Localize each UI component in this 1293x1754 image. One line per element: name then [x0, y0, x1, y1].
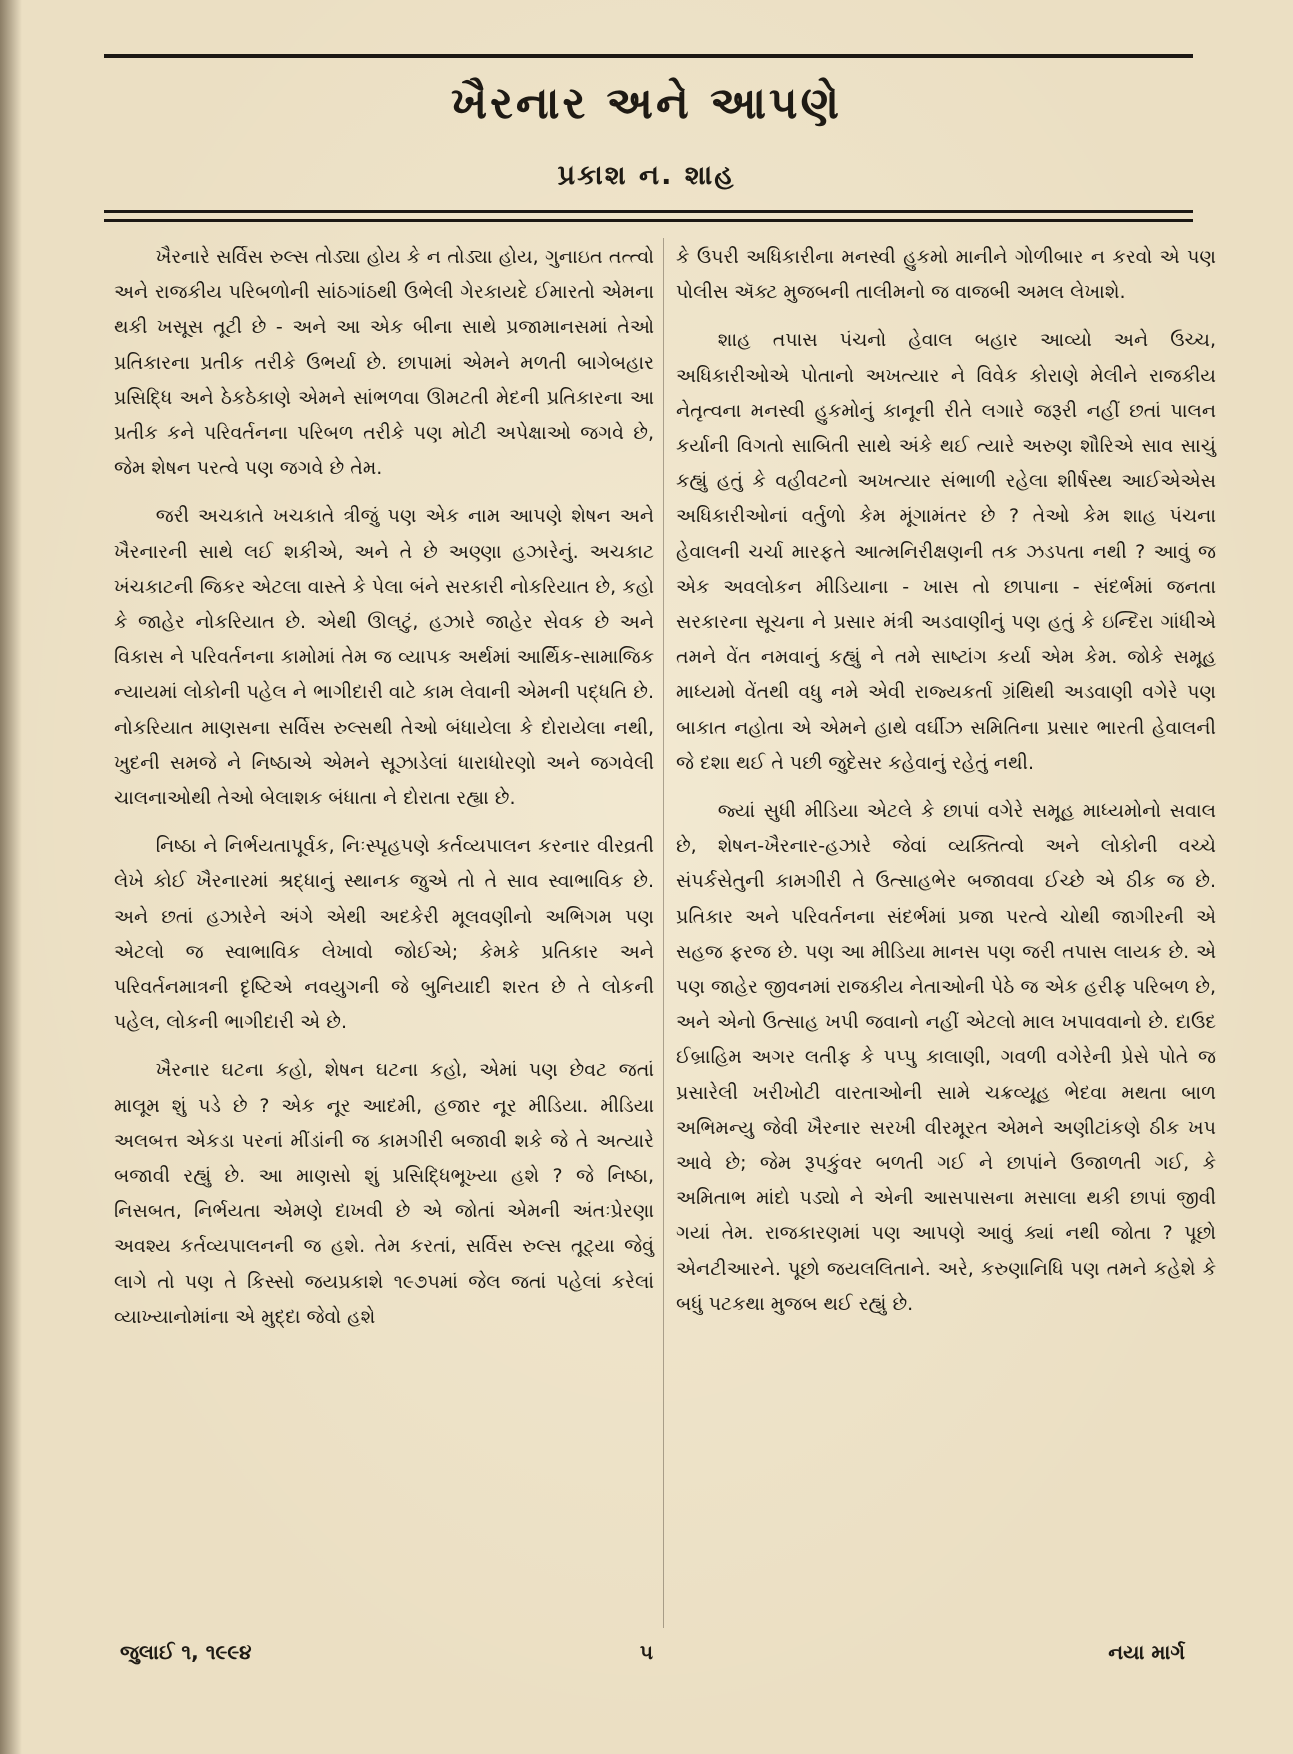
paragraph: કે ઉપરી અધિકારીના મનસ્વી હુકમો માનીને ગોળીબાર ન કરવો એ પણ પોલીસ ઍક્ટ મુજબની તાલીમનો જ વાજબી અમલ લેખાશે.: [676, 246, 1216, 304]
right-column: [676, 240, 1216, 1335]
page-edge-shadow: [0, 0, 22, 1754]
paragraph: ખૈરનાર ઘટના કહો, શેષન ઘટના કહો, એમાં પણ છેવટ જતાં માલૂમ શું પડે છે ? એક નૂર આદમી, હજાર નૂર મીડિયા. મીડિયા અલબત્ત એકડા પરનાં મીંડાંની જ કામગીરી બજાવી શકે જે તે અત્યારે બજાવી રહ્યું છે. આ માણસો શું પ્રસિદ્ધિભૂખ્યા હશે ? જે નિષ્ઠા, નિસબત, નિર્ભયતા એમણે દાખવી છે એ જોતાં એમની અંતઃપ્રેરણા અવશ્ય કર્તવ્યપાલનની જ હશે. તેમ કરતાં, સર્વિસ રુલ્સ તૂટ્યા જેવું લાગે તો પણ તે કિસ્સો જયપ્રકાશે ૧૯૭૫માં જેલ જતાં પહેલાં કરેલાં વ્યાખ્યાનોમાંના એ મુદ્દા જેવો હશે: [114, 1059, 654, 1328]
article-author: પ્રકાશ ન. શાહ: [557, 160, 736, 191]
column-divider: [663, 238, 664, 1628]
top-rule: [104, 54, 1193, 58]
header-rule-lower: [104, 219, 1193, 222]
paragraph: ખૈરનારે સર્વિસ રુલ્સ તોડ્યા હોય કે ન તોડ્યા હોય, ગુનાઇત તત્ત્વો અને રાજકીય પરિબળોની સાંઠગાંઠથી ઉભેલી ગેરકાયદે ઈમારતો એમના થકી ખસૂસ તૂટી છે - અને આ એક બીના સાથે પ્રજામાનસમાં તેઓ પ્રતિકારના પ્રતીક તરીકે ઉભર્યા છે. છાપામાં એમને મળતી બાગેબહાર પ્રસિદ્ધિ અને ઠેકઠેકાણે એમને સાંભળવા ઊમટતી મેદની પ્રતિકારના આ પ્રતીક કને પરિવર્તનના પરિબળ તરીકે પણ મોટી અપેક્ષાઓ જગવે છે, જેમ શેષન પરત્વે પણ જગવે છે તેમ.: [114, 246, 654, 480]
header-rule-upper: [104, 210, 1193, 213]
left-column: [114, 240, 654, 1348]
footer-date: જુલાઈ ૧, ૧૯૯૪: [120, 1640, 252, 1664]
paragraph: નિષ્ઠા ને નિર્ભયતાપૂર્વક, નિઃસ્પૃહપણે કર્તવ્યપાલન કરનાર વીરવ્રતી લેખે કોઈ ખૈરનારમાં શ્રદ્ધાનું સ્થાનક જુએ તો તે સાવ સ્વાભાવિક છે. અને છતાં હઝારેને અંગે એથી અદકેરી મૂલવણીનો અભિગમ પણ એટલો જ સ્વાભાવિક લેખાવો જોઈએ; કેમકે પ્રતિકાર અને પરિવર્તનમાત્રની દૃષ્ટિએ નવયુગની જે બુનિયાદી શરત છે તે લોકની પહેલ, લોકની ભાગીદારી એ છે.: [114, 835, 654, 1034]
paragraph: જ્યાં સુધી મીડિયા એટલે કે છાપાં વગેરે સમૂહ માધ્યમોનો સવાલ છે, શેષન-ખૈરનાર-હઝારે જેવાં વ્યક્તિત્વો અને લોકોની વચ્ચે સંપર્કસેતુની કામગીરી તે ઉત્સાહભેર બજાવવા ઈચ્છે એ ઠીક જ છે. પ્રતિકાર અને પરિવર્તનના સંદર્ભમાં પ્રજા પરત્વે ચોથી જાગીરની એ સહજ ફરજ છે. પણ આ મીડિયા માનસ પણ જરી તપાસ લાયક છે. એ પણ જાહેર જીવનમાં રાજકીય નેતાઓની પેઠે જ એક હરીફ પરિબળ છે, અને એનો ઉત્સાહ ખપી જવાનો નહીં એટલો માલ ખપાવવાનો છે. દાઉદ ઈબ્રાહિમ અગર લતીફ કે પપ્પુ કાલાણી, ગવળી વગેરેની પ્રેસે પોતે જ પ્રસારેલી ખરીખોટી વારતાઓની સામે ચક્રવ્યૂહ ભેદવા મથતા બાળ અભિમન્યુ જેવી ખૈરનાર સરખી વીરમૂરત એમને અણીટાંકણે ઠીક ખપ આવે છે; જેમ રૂપકુંવર બળતી ગઈ ને છાપાંને ઉજાળતી ગઈ, કે અમિતાભ માંદો પડ્યો ને એની આસપાસના મસાલા થકી છાપાં જીવી ગયાં તેમ. રાજકારણમાં પણ આપણે આવું ક્યાં નથી જોતા ? પૂછો એનટીઆરને. પૂછો જયલલિતાને. અરે, કરુણાનિધિ પણ તમને કહેશે કે બધું પટકથા મુજબ થઈ રહ્યું છે.: [676, 800, 1216, 1315]
paragraph: શાહ તપાસ પંચનો હેવાલ બહાર આવ્યો અને ઉચ્ચ, અધિકારીઓએ પોતાનો અખત્યાર ને વિવેક કોરાણે મેલીને રાજકીય નેતૃત્વના મનસ્વી હુકમોનું કાનૂની રીતે લગારે જરૂરી નહીં છતાં પાલન કર્યાની વિગતો સાબિતી સાથે અંકે થઈ ત્યારે અરુણ શૌરિએ સાવ સાચું કહ્યું હતું કે વહીવટનો અખત્યાર સંભાળી રહેલા શીર્ષસ્થ આઈએએસ અધિકારીઓનાં વર્તુળો કેમ મૂંગામંતર છે ? તેઓ કેમ શાહ પંચના હેવાલની ચર્ચા મારફતે આત્મનિરીક્ષણની તક ઝડપતા નથી ? આવું જ એક અવલોકન મીડિયાના - ખાસ તો છાપાના - સંદર્ભમાં જનતા સરકારના સૂચના ને પ્રસાર મંત્રી અડવાણીનું પણ હતું કે ઇન્દિરા ગાંધીએ તમને વેંત નમવાનું કહ્યું ને તમે સાષ્ટાંગ કર્યા એમ કેમ. જોકે સમૂહ માધ્યમો વેંતથી વધુ નમે એવી રાજ્યકર્તા ગ્રંથિથી અડવાણી વગેરે પણ બાકાત નહોતા એ એમને હાથે વર્ઘીઝ સમિતિના પ્રસાર ભારતી હેવાલની જે દશા થઈ તે પછી જુદેસર કહેવાનું રહેતું નથી.: [676, 329, 1216, 774]
paragraph: જરી અચકાતે ખચકાતે ત્રીજું પણ એક નામ આપણે શેષન અને ખૈરનારની સાથે લઈ શકીએ, અને તે છે અણ્ણા હઝારેનું. અચકાટ ખંચકાટની જિકર એટલા વાસ્તે કે પેલા બંને સરકારી નોકરિયાત છે, કહો કે જાહેર નોકરિયાત છે. એથી ઊલટું, હઝારે જાહેર સેવક છે અને વિકાસ ને પરિવર્તનના કામોમાં તેમ જ વ્યાપક અર્થમાં આર્થિક-સામાજિક ન્યાયમાં લોકોની પહેલ ને ભાગીદારી વાટે કામ લેવાની એમની પદ્ધતિ છે. નોકરિયાત માણસના સર્વિસ રુલ્સથી તેઓ બંધાયેલા કે દોરાયેલા નથી, ખુદની સમજે ને નિષ્ઠાએ એમને સૂઝાડેલાં ધારાધોરણો અને જગવેલી ચાલનાઓથી તેઓ બેલાશક બંધાતા ને દોરાતા રહ્યા છે.: [114, 505, 654, 810]
article-title: ખૈરનાર અને આપણે: [451, 78, 842, 129]
page-number: ૫: [639, 1640, 654, 1664]
magazine-name: નયા માર્ગ: [1108, 1640, 1185, 1664]
